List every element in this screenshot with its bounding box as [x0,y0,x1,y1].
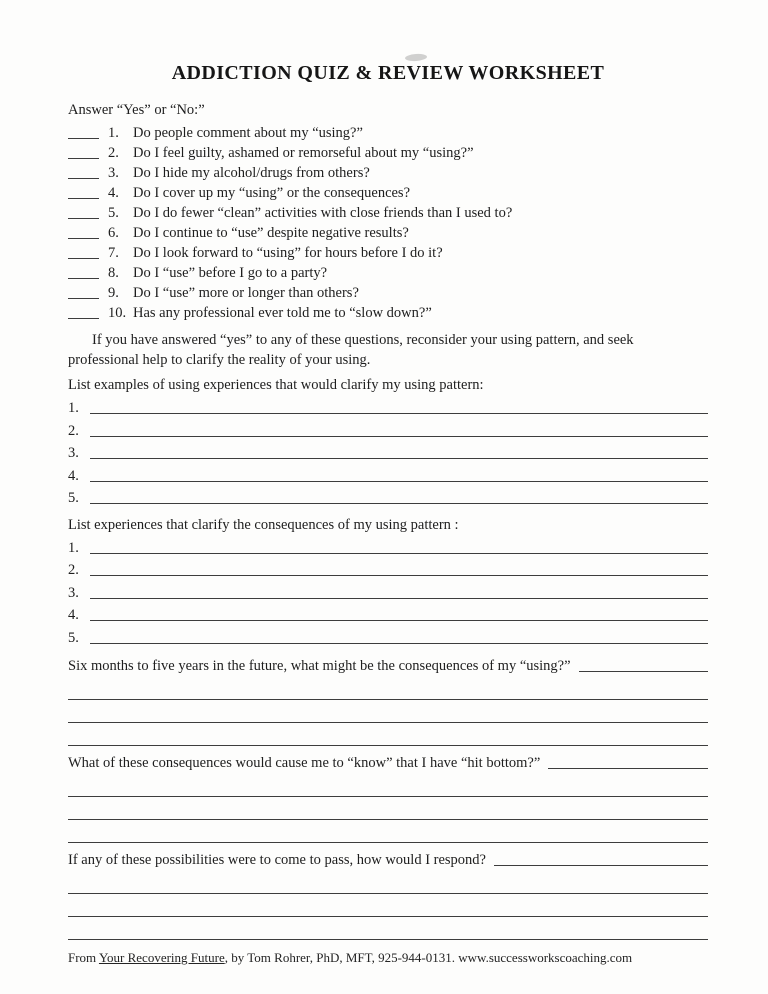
question-text: Do I “use” more or longer than others? [133,285,359,301]
answer-line [68,820,708,843]
answer-line [90,444,708,459]
question-number: 5. [108,205,119,221]
answer-line [90,539,708,554]
quiz-question-row [68,162,708,182]
section-hit-bottom [68,752,708,843]
inline-answer-line [548,754,708,769]
numbered-answer-row [68,537,708,560]
question-text: Do I look forward to “using” for hours before I do it? [133,245,443,261]
yes-no-answer-blank [68,264,99,279]
section-prompt-text: Six months to five years in the future, what might be the consequences of my “using?” [68,658,571,674]
line-number: 3. [68,445,79,461]
footer-suffix: , by Tom Rohrer, PhD, MFT, 925-944-0131. www.successworkscoaching.com [224,950,633,965]
line-number: 5. [68,629,79,646]
yes-no-answer-blank [68,224,99,239]
question-number: 10. [108,305,127,321]
quiz-question-row [68,202,708,222]
answer-line [90,606,708,621]
yes-no-answer-blank [68,284,99,299]
question-text: Do people comment about my “using?” [133,125,363,141]
line-number: 1. [68,400,79,416]
question-number: 1. [108,125,119,141]
answer-line [90,422,708,437]
yes-no-answer-blank [68,204,99,219]
quiz-question-row [68,302,708,322]
section-prompt-text: What of these consequences would cause me to “know” that I have “hit bottom?” [68,755,541,771]
line-number: 1. [68,539,79,556]
answer-line [68,894,708,917]
answer-line [90,584,708,599]
answer-line [68,677,708,700]
numbered-answer-row [68,604,708,627]
answer-line [68,917,708,940]
section-response [68,849,708,940]
quiz-question-row [68,142,708,162]
question-text: Do I do fewer “clean” activities with close friends than I used to? [133,205,513,221]
question-number: 3. [108,165,119,181]
note-paragraph: If you have answered “yes” to any of these questions, reconsider your using pattern, and seek professional help to clarify the reality of your using. [68,332,634,368]
answer-line [90,629,708,644]
numbered-answer-row [68,397,708,420]
section-prompt-text: If any of these possibilities were to come to pass, how would I respond? [68,852,486,868]
numbered-answer-row [68,442,708,465]
question-text: Do I continue to “use” despite negative results? [133,225,409,241]
quiz-question-row [68,242,708,262]
section-future-consequences [68,655,708,746]
page-title: ADDICTION QUIZ & REVIEW WORKSHEET [171,62,605,84]
footer-citation [68,949,708,967]
numbered-answer-row [68,582,708,605]
answer-line [90,561,708,576]
yes-no-answer-blank [68,244,99,259]
quiz-question-row [68,182,708,202]
footer-prefix: From [68,950,99,965]
numbered-answer-row [68,465,708,488]
question-number: 4. [108,185,119,201]
section-consequences-examples [68,515,708,650]
quiz-question-row [68,282,708,302]
yes-no-answer-blank [68,144,99,159]
quiz-question-row [68,222,708,242]
answer-line [68,774,708,797]
line-number: 2. [68,562,79,578]
quiz-question-row [68,122,708,142]
numbered-answer-row [68,487,708,510]
numbered-answer-row [68,627,708,650]
question-text: Has any professional ever told me to “slow down?” [133,305,432,321]
quiz-instruction: Answer “Yes” or “No:” [68,102,205,118]
answer-line [68,797,708,820]
quiz-question-list [68,122,708,322]
line-number: 3. [68,584,79,601]
line-number: 4. [68,607,79,623]
section-prompt-text: List experiences that clarify the consequences of my using pattern : [68,516,459,533]
numbered-answer-row [68,559,708,582]
question-text: Do I “use” before I go to a party? [133,265,328,281]
question-number: 8. [108,265,119,281]
inline-answer-line [494,851,708,866]
numbered-answer-row [68,420,708,443]
yes-no-answer-blank [68,124,99,139]
question-number: 7. [108,245,119,261]
question-number: 6. [108,225,119,241]
answer-line [90,467,708,482]
inline-answer-line [579,657,708,672]
section-using-pattern-examples [68,375,708,510]
answer-line [68,700,708,723]
sections [68,375,708,940]
line-number: 4. [68,467,79,484]
yes-no-answer-blank [68,164,99,179]
section-prompt-text: List examples of using experiences that would clarify my using pattern: [68,377,484,393]
answer-line [68,723,708,746]
answer-line [90,489,708,504]
yes-no-answer-blank [68,304,99,319]
line-number: 5. [68,490,79,506]
yes-no-answer-blank [68,184,99,199]
question-number: 9. [108,285,119,301]
question-number: 2. [108,145,119,161]
section-prompt [68,752,708,774]
answer-line [68,871,708,894]
quiz-question-row [68,262,708,282]
answer-line [90,399,708,414]
footer-source-title: Your Recovering Future [98,950,225,965]
section-prompt [68,849,708,871]
question-text: Do I cover up my “using” or the consequences? [133,185,411,201]
line-number: 2. [68,422,79,439]
question-text: Do I hide my alcohol/drugs from others? [133,165,370,181]
question-text: Do I feel guilty, ashamed or remorseful about my “using?” [133,145,474,161]
section-prompt [68,655,708,677]
